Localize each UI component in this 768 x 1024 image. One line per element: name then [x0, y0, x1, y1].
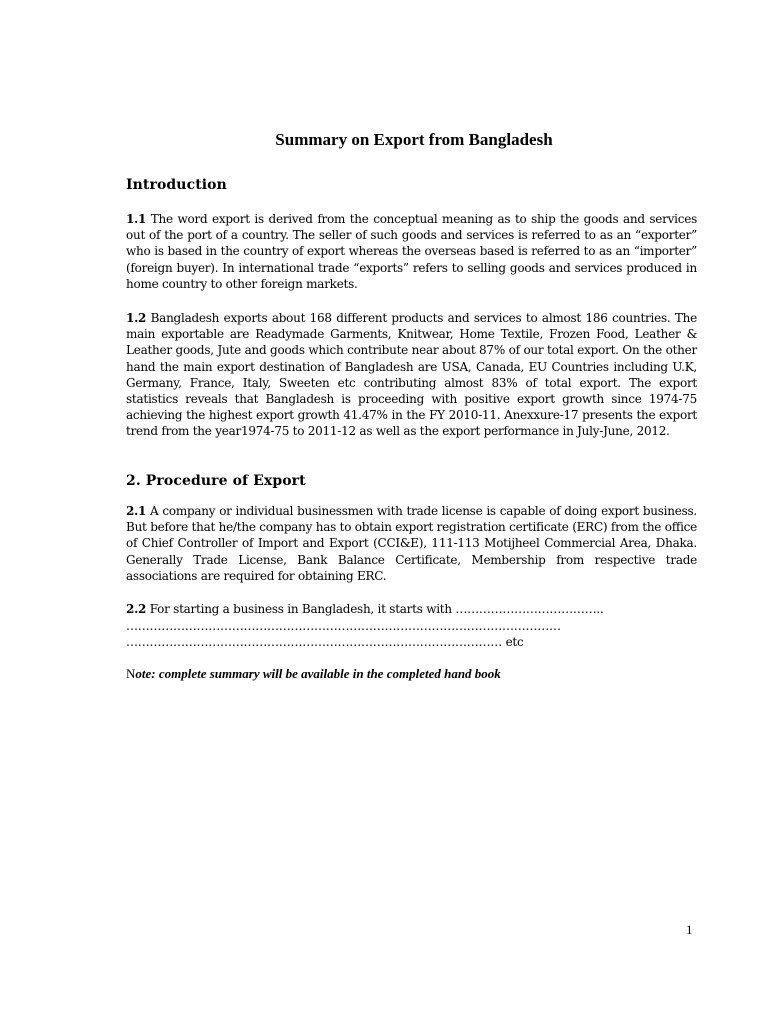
- note: [126, 666, 501, 682]
- paragraph-text: Bangladesh exports about 168 different products and services to almost 186 countries. The main exportable are Readymade Garments, Knitwear, Home Textile, Frozen Food, Leather & Leather goods, Jute and goods which contribute near about 87% of our total export. On the other hand the main export destination of Bangladesh are USA, Canada, EU Countries including U.K, Germany, France, Italy, Sweeten etc contributing almost 83% of total export. The export statistics reveals that Bangladesh is proceeding with positive export growth since 1974-75 achieving the highest export growth 41.47% in the FY 2010-11. Anexxure-17 presents the export trend from the year1974-75 to 2011-12 as well as the export performance in July-June, 2012.: [126, 311, 697, 439]
- introduction-heading: Introduction: [126, 177, 227, 193]
- paragraph-1-1: [126, 211, 697, 292]
- paragraph-text: The word export is derived from the conceptual meaning as to ship the goods and services out of the port of a country. The seller of such goods and services is referred to as an “exporter” who is based in the country of export whereas the overseas based is referred to as an “importer” (foreign buyer). In international trade “exports” refers to selling goods and services produced in home country to other foreign markets.: [126, 212, 697, 291]
- paragraph-2-2-line-3: …………………………………………………………………………………… etc: [126, 635, 524, 649]
- paragraph-number: 1.2: [126, 311, 147, 325]
- paragraph-number: 2.2: [126, 602, 147, 616]
- paragraph-2-1: [126, 503, 697, 584]
- paragraph-1-2: [126, 310, 697, 440]
- paragraph-text: For starting a business in Bangladesh, it starts with ………………………………..: [149, 602, 604, 616]
- page-number: 1: [686, 922, 693, 937]
- note-text: ote: complete summary will be available in the completed hand book: [135, 666, 501, 681]
- paragraph-text: A company or individual businessmen with trade license is capable of doing export business. But before that he/the company has to obtain export registration certificate (ERC) from the office of Chief Controller of Import and Export (CCI&E), 111-113 Motijheel Commercial Area, Dhaka. Generally Trade License, Bank Balance Certificate, Membership from respective trade associations are required for obtaining ERC.: [126, 504, 697, 583]
- procedure-heading: 2. Procedure of Export: [126, 473, 306, 489]
- note-prefix: N: [126, 666, 136, 681]
- paragraph-2-2-line-2: …………………………………………………………………………………………………: [126, 619, 561, 633]
- document-title: Summary on Export from Bangladesh: [275, 130, 553, 149]
- paragraph-number: 1.1: [126, 212, 147, 226]
- paragraph-number: 2.1: [126, 504, 147, 518]
- paragraph-2-2-line-1: [126, 601, 604, 617]
